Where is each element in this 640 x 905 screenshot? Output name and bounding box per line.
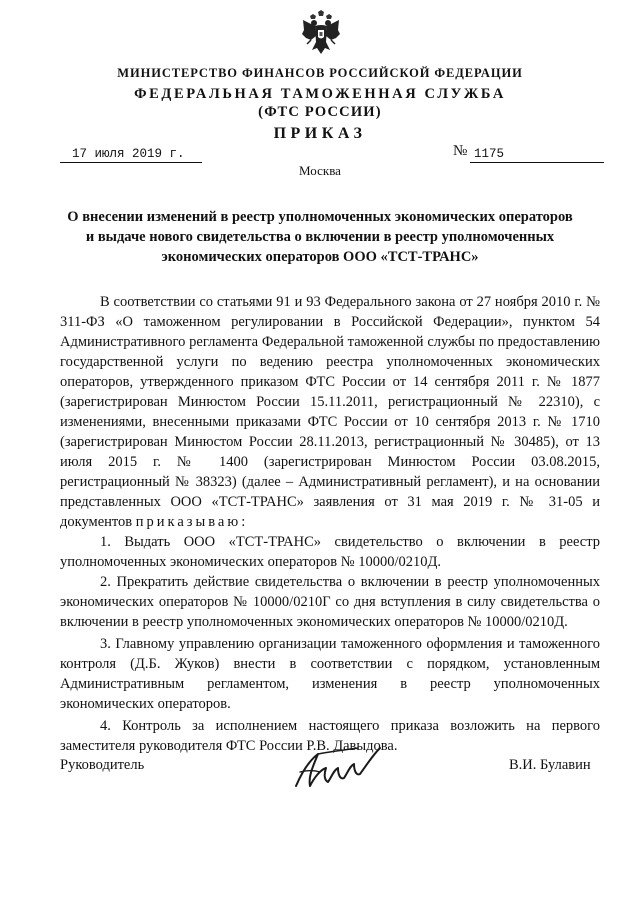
order-item: 1. Выдать ООО «ТСТ-ТРАНС» свидетельство о включении в реестр уполномоченных экономических операторов № 10000/0210Д. xyxy=(60,534,600,570)
preamble-text: В соответствии со статьями 91 и 93 Федерального закона от 27 ноября 2010 г. № 311-ФЗ «О таможенном регулировании в Российской Федерации», пунктом 54 Административного регламента Федеральной таможенной службы по предоставлению государственной услуги по ведению реестра уполномоченных экономических операторов, утвержденного приказом ФТС России от 14 сентября 2011 г. № 1877 (зарегистрирован Минюстом России 15.11.2011, регистрационный № 22310), с изменениями, внесенными приказами ФТС России от 10 сентября 2013 г. № 1710 (зарегистрирован Минюстом России 28.11.2013, регистрационный № 30485), от 13 июля 2015 г. № 1400 (зарегистрирован Минюстом России 03.08.2015, регистрационный № 38323) (далее – Административный регламент), и на основании представленных ООО «ТСТ-ТРАНС» заявления от 31 мая 2019 г. № 31-05 и документов xyxy=(60,294,600,530)
coat-of-arms-emblem-icon xyxy=(301,10,341,58)
document-type: ПРИКАЗ xyxy=(273,125,367,142)
document-title-line: экономических операторов ООО «ТСТ-ТРАНС» xyxy=(161,249,479,265)
order-item: 4. Контроль за исполнением настоящего приказа возложить на первого заместителя руководителя ФТС России Р.В. Давыдова. xyxy=(60,718,600,754)
document-title-line: О внесении изменений в реестр уполномоченных экономических операторов xyxy=(67,209,573,225)
document-title-line: и выдаче нового свидетельства о включении в реестр уполномоченных xyxy=(85,229,555,245)
order-item: 2. Прекратить действие свидетельства о включении в реестр уполномоченных экономических операторов № 10000/0210Г со дня вступления в силу свидетельства о включении в реестр уполномоченных экономических операторов № 10000/0210Д. xyxy=(60,574,600,630)
document-number: 1175 xyxy=(470,146,604,163)
number-sign: № xyxy=(453,143,468,159)
ministry-name: МИНИСТЕРСТВО ФИНАНСОВ РОССИЙСКОЙ ФЕДЕРАЦИИ xyxy=(117,66,523,80)
handwritten-signature xyxy=(288,742,388,797)
document-body xyxy=(60,292,600,756)
document-city: Москва xyxy=(299,163,341,178)
preamble-paragraph xyxy=(60,292,600,532)
signer-role: Руководитель xyxy=(60,757,145,773)
service-name: ФЕДЕРАЛЬНАЯ ТАМОЖЕННАЯ СЛУЖБА xyxy=(134,86,506,102)
order-word: приказываю: xyxy=(135,514,249,530)
service-short-name: (ФТС РОССИИ) xyxy=(258,104,382,120)
document-date: 17 июля 2019 г. xyxy=(60,146,202,163)
signer-name: В.И. Булавин xyxy=(509,757,591,773)
order-item: 3. Главному управлению организации таможенного оформления и таможенного контроля (Д.Б. Жуков) внести в соответствии с порядком, установленным Административным регламентом, изменения в реестр уполномоченных экономических операторов. xyxy=(60,636,600,712)
